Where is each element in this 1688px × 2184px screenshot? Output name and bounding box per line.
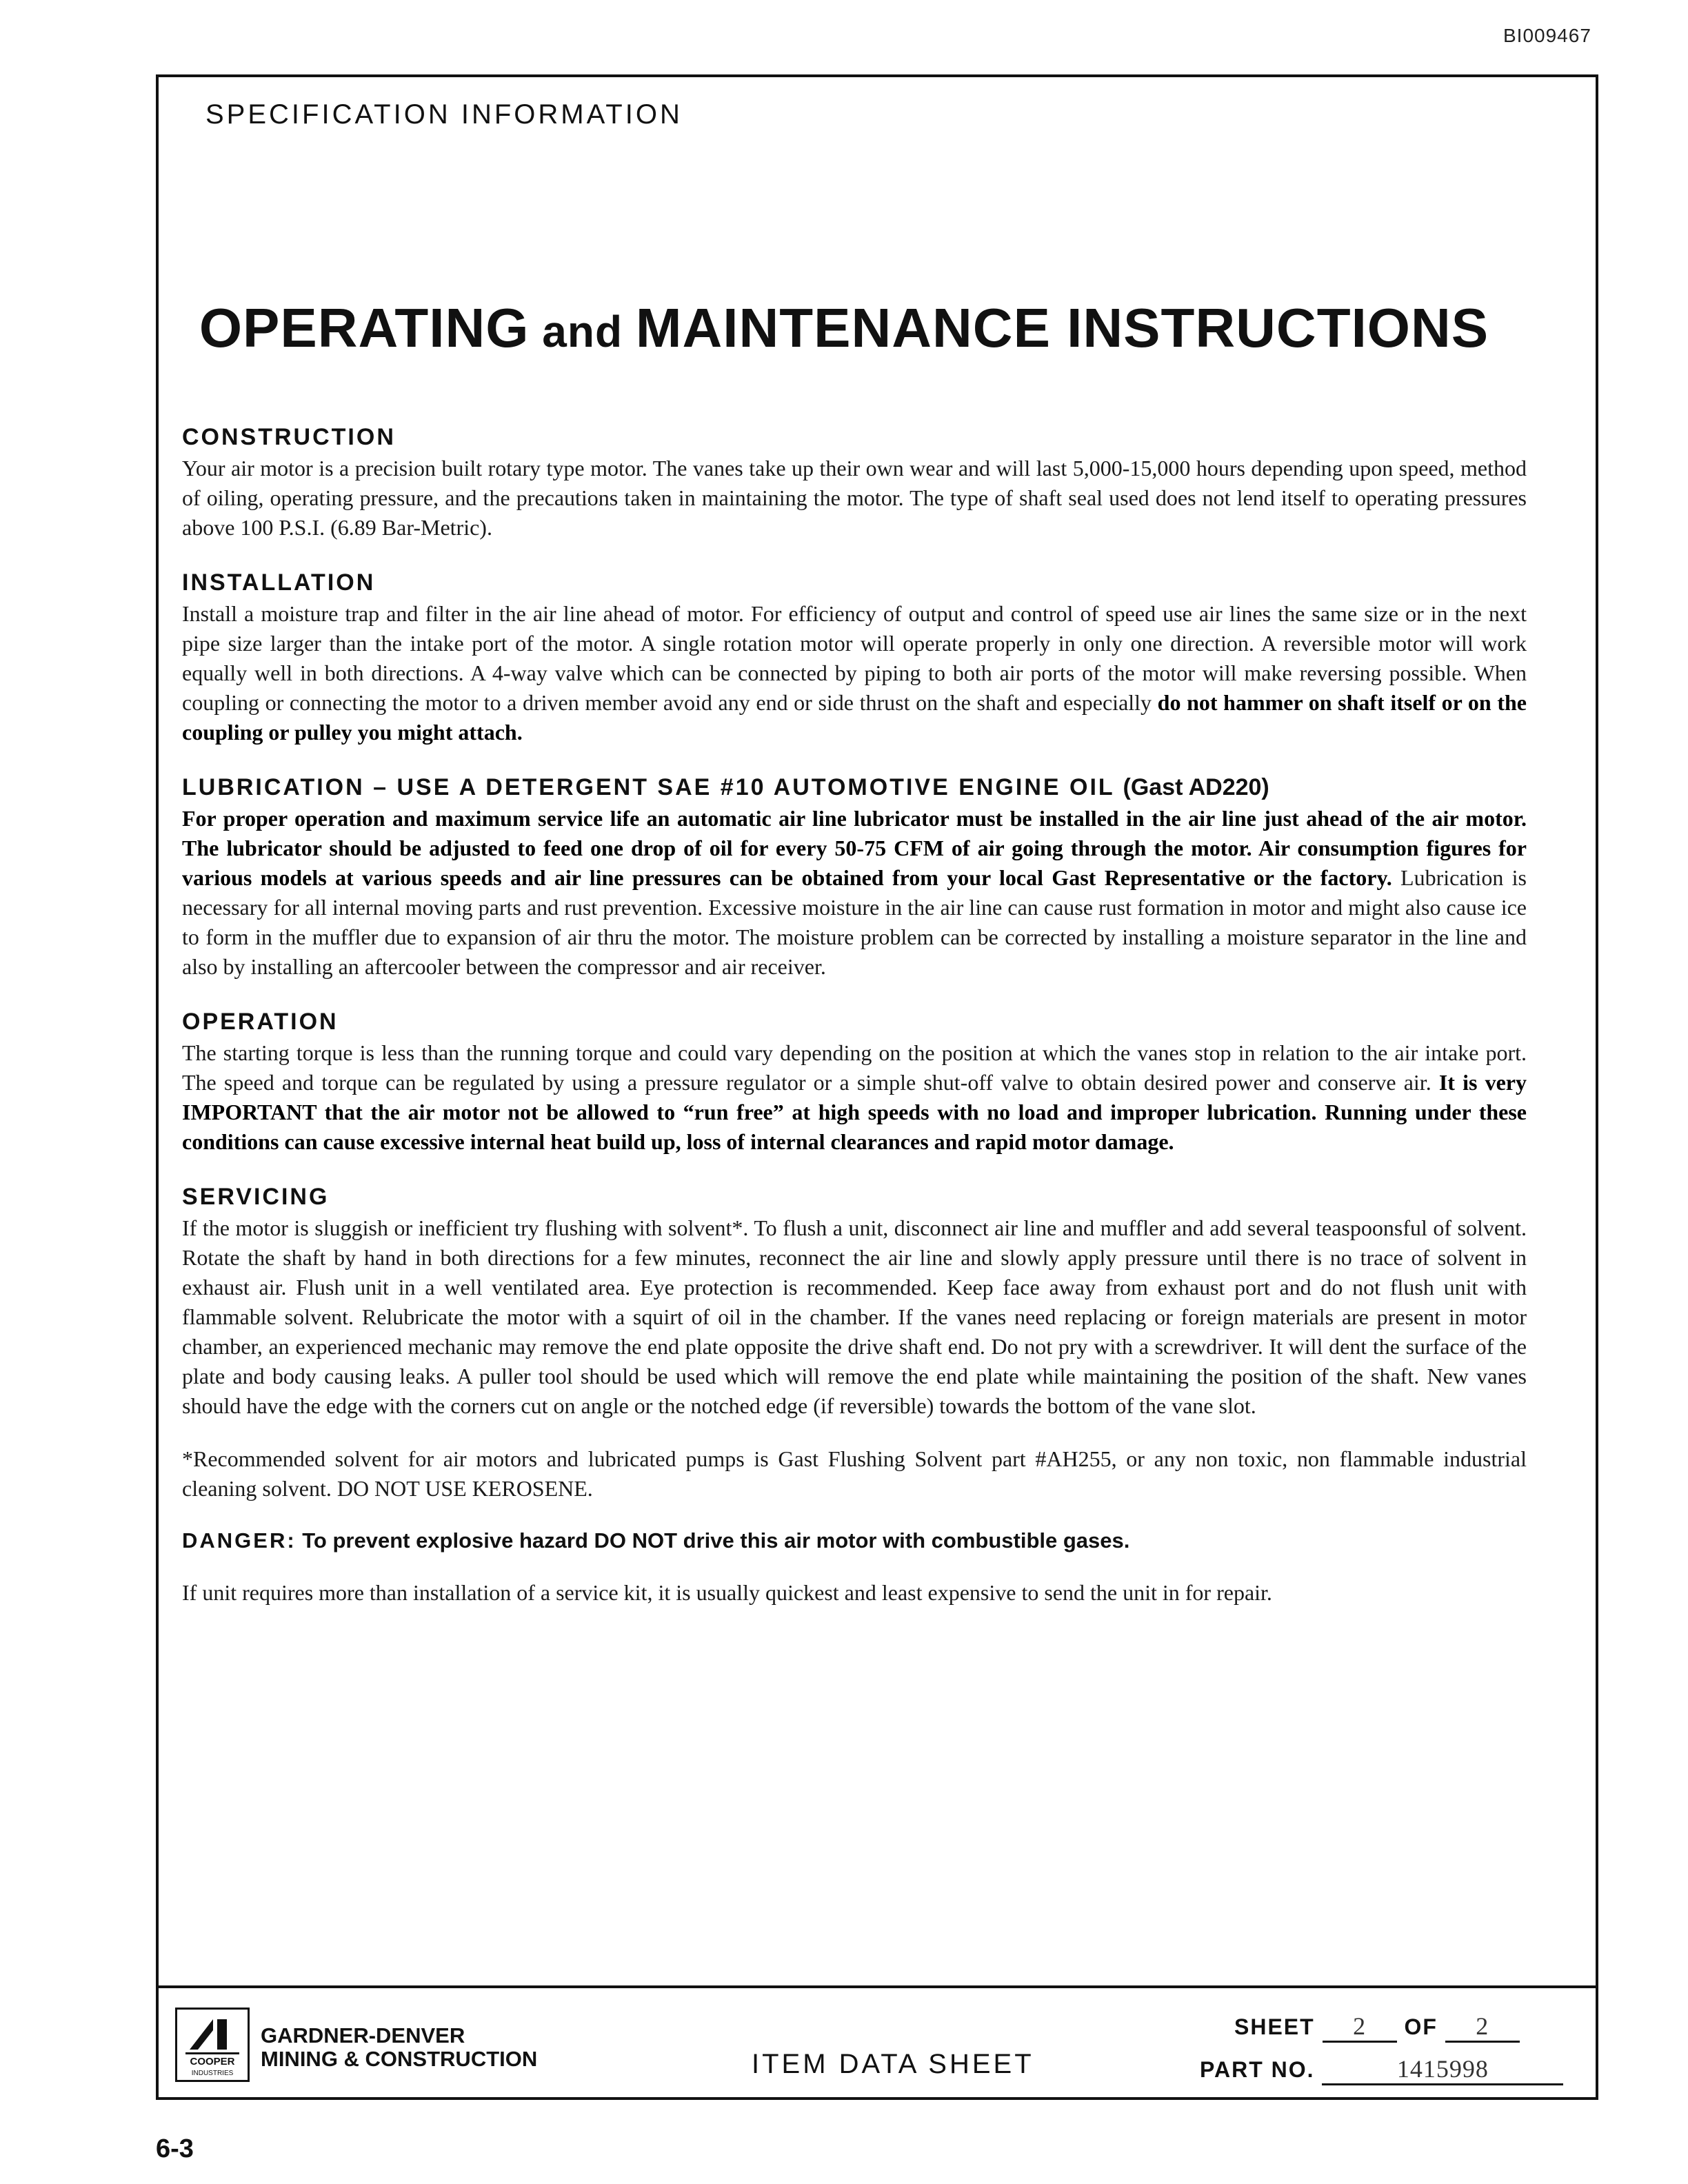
page-title — [0, 296, 1688, 360]
company-line-1: GARDNER-DENVER — [261, 2023, 465, 2048]
installation-text — [182, 599, 1527, 747]
operation-text-regular: The starting torque is less than the running torque and could vary depending on the position at which the vanes stop in relation to the air intake port. The speed and torque can be regulated by using a pressure regulator or a simple shut-off valve to obtain desired power and conserve air. — [182, 1040, 1527, 1095]
construction-section — [182, 421, 1527, 543]
lubrication-heading — [182, 771, 1527, 804]
installation-section — [182, 566, 1527, 747]
company-line-2: MINING & CONSTRUCTION — [261, 2047, 538, 2071]
logo-subtext: INDUSTRIES — [191, 2070, 234, 2077]
title-part-and: and — [529, 307, 636, 356]
sheet-total: 2 — [1445, 2012, 1520, 2043]
footer-divider — [156, 1985, 1598, 1988]
installation-heading: INSTALLATION — [182, 569, 376, 596]
page-number: 6-3 — [156, 2134, 194, 2163]
part-number-row — [1200, 2054, 1563, 2085]
lubrication-text-bold: For proper operation and maximum service life an automatic air line lubricator must be installed in the air line just ahead of the air motor. The lubricator should be adjusted to feed one drop of oil for every 50-75 CFM of air going through the motor. Air consumption figures for various models at various speeds and air line pressures can be obtained from your local Gast Representative or the factory. — [182, 806, 1527, 890]
spec-heading: SPECIFICATION INFORMATION — [205, 99, 683, 130]
lubrication-heading-gast: (Gast AD220) — [1123, 774, 1269, 800]
document-id: BI009467 — [1503, 25, 1591, 46]
servicing-section — [182, 1180, 1527, 1421]
danger-label: DANGER: — [182, 1528, 297, 1553]
part-label: PART NO. — [1200, 2057, 1315, 2082]
servicing-heading: SERVICING — [182, 1184, 330, 1210]
construction-text: Your air motor is a precision built rotary type motor. The vanes take up their own wear and will last 5,000-15,000 hours depending upon speed, method of oiling, operating pressure, and the precautions taken in maintaining the motor. The type of shaft seal used does not lend itself to operating pressures above 100 P.S.I. (6.89 Bar-Metric). — [182, 456, 1527, 540]
sheet-label: SHEET — [1234, 2014, 1315, 2039]
company-logo — [175, 2008, 250, 2082]
construction-heading: CONSTRUCTION — [182, 424, 396, 450]
operation-text — [182, 1038, 1527, 1157]
danger-notice — [182, 1528, 1527, 1553]
repair-note: If unit requires more than installation of a service kit, it is usually quickest and least expensive to send the unit in for repair. — [182, 1580, 1272, 1605]
operation-section — [182, 1005, 1527, 1157]
installation-text-bold: do not hammer on shaft itself or on the coupling or pulley you might attach. — [182, 690, 1527, 745]
instructions-body — [182, 421, 1527, 1608]
solvent-footnote: *Recommended solvent for air motors and lubricated pumps is Gast Flushing Solvent part #AH255, or any non toxic, non flammable industrial cleaning solvent. DO NOT USE KEROSENE. — [182, 1446, 1527, 1501]
lubrication-text-regular: Lubrication is necessary for all internal moving parts and rust prevention. Excessive moisture in the air line can cause rust formation in motor and might also cause ice to form in the muffler due to expansion of air thru the motor. The moisture problem can be corrected by installing a moisture separator in the line and also by installing an aftercooler between the compressor and air receiver. — [182, 865, 1527, 979]
title-part-maintenance: MAINTENANCE INSTRUCTIONS — [635, 297, 1489, 358]
of-label: OF — [1404, 2014, 1438, 2039]
danger-text: To prevent explosive hazard DO NOT drive this air motor with combustible gases. — [296, 1528, 1130, 1553]
operation-text-bold: It is very IMPORTANT that the air motor not be allowed to “run free” at high speeds with no load and improper lubrication. Running under these conditions can cause excessive internal heat build up, loss of internal clearances and rapid motor damage. — [182, 1070, 1527, 1154]
lubrication-heading-main: LUBRICATION – USE A DETERGENT SAE #10 AUTOMOTIVE ENGINE OIL — [182, 774, 1115, 800]
installation-text-regular: Install a moisture trap and filter in the air line ahead of motor. For efficiency of output and control of speed use air lines the same size or in the next pipe size larger than the intake port of the motor. A single rotation motor will operate properly in only one direction. A reversible motor will work equally well in both directions. A 4-way valve which can be connected by piping to both air ports of the motor will make reversing possible. When coupling or connecting the motor to a driven member avoid any end or side thrust on the shaft and especially — [182, 601, 1527, 715]
cooper-logo-icon — [177, 2010, 248, 2080]
lubrication-section — [182, 771, 1527, 982]
operation-heading: OPERATION — [182, 1009, 339, 1035]
logo-text: COOPER — [190, 2056, 235, 2067]
title-part-operating: OPERATING — [199, 297, 530, 358]
sheet-number-row — [1234, 2012, 1520, 2043]
sheet-number: 2 — [1323, 2012, 1397, 2043]
lubrication-text — [182, 804, 1527, 982]
item-data-sheet-label: ITEM DATA SHEET — [752, 2049, 1034, 2079]
servicing-text: If the motor is sluggish or inefficient try flushing with solvent*. To flush a unit, disconnect air line and muffler and add several teaspoonsful of solvent. Rotate the shaft by hand in both directions for a few minutes, reconnect the air line and slowly apply pressure until there is no trace of solvent in exhaust air. Flush unit in a well ventilated area. Eye protection is recommended. Keep face away from exhaust port and do not flush unit with flammable solvent. Relubricate the motor with a squirt of oil in the chamber. If the vanes need replacing or foreign materials are present in motor chamber, an experienced mechanic may remove the end plate opposite the drive shaft end. Do not pry with a screwdriver. It will dent the surface of the plate and body causing leaks. A puller tool should be used which will remove the end plate while maintaining the position of the shaft. New vanes should have the edge with the corners cut on angle or the notched edge (if reversible) towards the bottom of the vane slot. — [182, 1215, 1527, 1418]
part-number: 1415998 — [1322, 2054, 1563, 2085]
company-name — [261, 2024, 537, 2071]
